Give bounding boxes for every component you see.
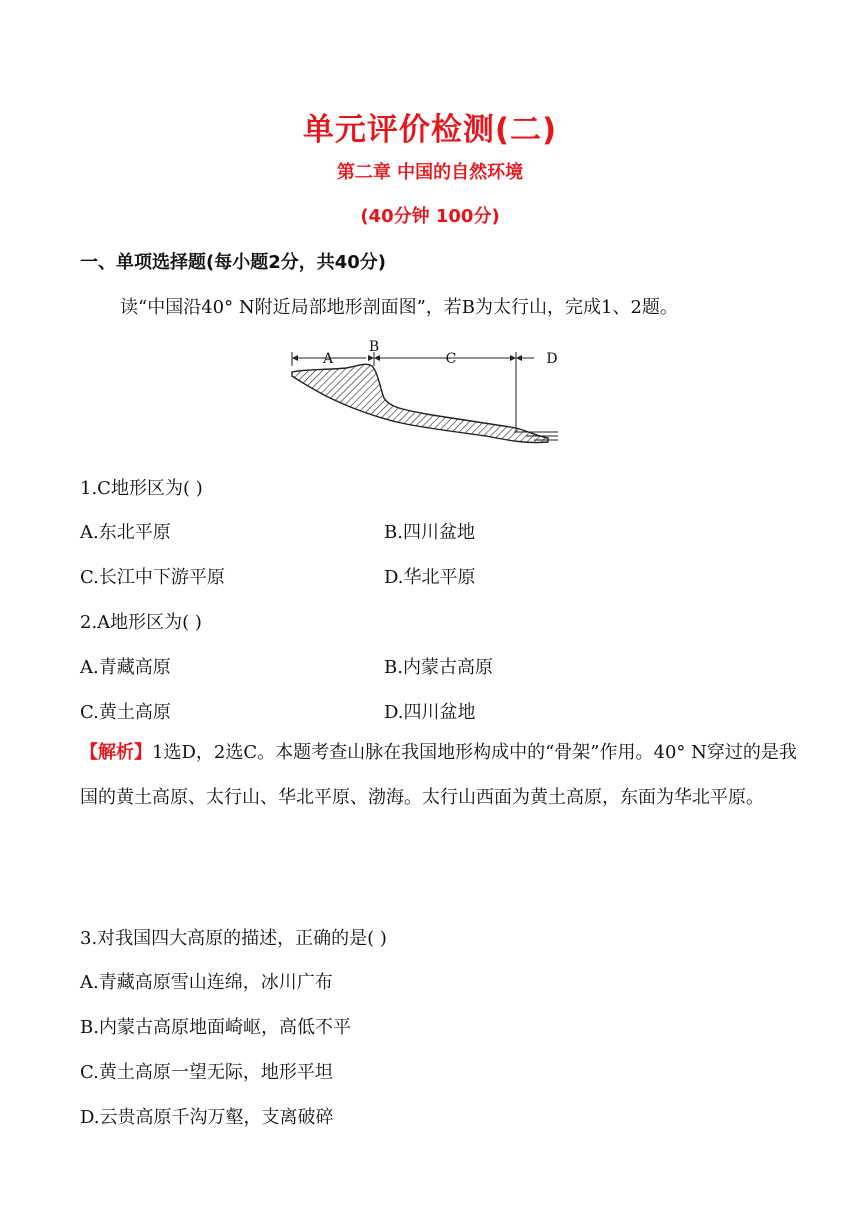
analysis-block: [80, 730, 800, 820]
question-1-stem: 1.C地形区为( ): [80, 478, 203, 499]
question-1-option-a[interactable]: A.东北平原: [80, 522, 171, 543]
page-title: 单元评价检测(二): [302, 112, 558, 148]
question-intro: 读“中国沿40° N附近局部地形剖面图”，若B为太行山，完成1、2题。: [120, 297, 678, 318]
chapter-subtitle: 第二章 中国的自然环境: [336, 162, 524, 183]
question-2-option-a[interactable]: A.青藏高原: [80, 657, 171, 678]
question-1-option-b[interactable]: B.四川盆地: [384, 522, 475, 543]
question-2-stem: 2.A地形区为( ): [80, 612, 202, 633]
time-score-info: (40分钟 100分): [360, 206, 500, 227]
section-heading: 一、单项选择题(每小题2分，共40分): [80, 252, 387, 273]
question-2-option-b[interactable]: B.内蒙古高原: [384, 657, 493, 678]
question-3-option-d[interactable]: D.云贵高原千沟万壑，支离破碎: [80, 1107, 334, 1128]
label-a: A: [322, 351, 334, 367]
terrain-profile: [292, 364, 548, 442]
analysis-tag: 【解析】: [80, 742, 152, 763]
question-2-option-c[interactable]: C.黄土高原: [80, 702, 171, 723]
question-3-option-b[interactable]: B.内蒙古高原地面崎岖，高低不平: [80, 1017, 351, 1038]
label-b: B: [368, 339, 380, 355]
question-3-option-a[interactable]: A.青藏高原雪山连绵，冰川广布: [80, 972, 333, 993]
question-2-option-d[interactable]: D.四川盆地: [384, 702, 476, 723]
question-1-option-c[interactable]: C.长江中下游平原: [80, 567, 225, 588]
terrain-profile-figure: [286, 336, 576, 456]
label-c: C: [445, 351, 457, 367]
question-1-option-d[interactable]: D.华北平原: [384, 567, 476, 588]
label-d: D: [546, 351, 558, 367]
analysis-text: 1选D，2选C。本题考查山脉在我国地形构成中的“骨架”作用。40° N穿过的是我国的黄土高原、太行山、华北平原、渤海。太行山西面为黄土高原，东面为华北平原。: [80, 742, 797, 808]
question-3-stem: 3.对我国四大高原的描述，正确的是( ): [80, 928, 387, 949]
question-3-option-c[interactable]: C.黄土高原一望无际，地形平坦: [80, 1062, 333, 1083]
